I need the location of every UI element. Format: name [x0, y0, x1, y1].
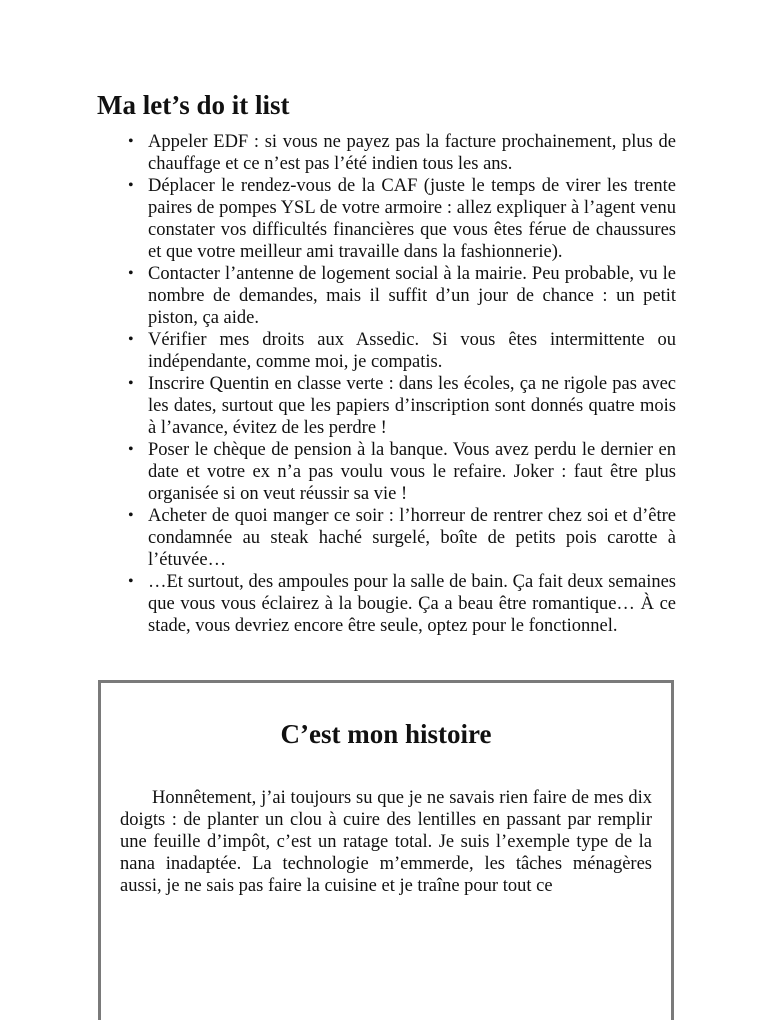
list-item-text: Appeler EDF : si vous ne payez pas la facture prochainement, plus de chauffage et ce n’est pas l’été indien tous les ans. [148, 132, 676, 174]
list-item [128, 263, 676, 329]
list-item [128, 571, 676, 637]
bullet-icon: • [128, 375, 134, 392]
list-item-text: Contacter l’antenne de logement social à la mairie. Peu probable, vu le nombre de demandes, mais il suffit d’un jour de chance : un petit piston, ça aide. [148, 264, 676, 328]
list-item [128, 505, 676, 571]
list-item-text: Inscrire Quentin en classe verte : dans les écoles, ça ne rigole pas avec les dates, surtout que les papiers d’inscription sont donnés quatre mois à l’avance, évitez de les perdre ! [148, 374, 676, 438]
list-item [128, 175, 676, 263]
list-item-text: Vérifier mes droits aux Assedic. Si vous êtes intermittente ou indépendante, comme moi, je compatis. [148, 330, 676, 372]
list-item-text: Déplacer le rendez-vous de la CAF (juste le temps de virer les trente paires de pompes YSL de votre armoire : allez expliquer à l’agent venu constater vos difficultés financières que vous êtes férue de chaussures et que votre meilleur ami travaille dans la fashionnerie). [148, 176, 676, 262]
bullet-icon: • [128, 441, 134, 458]
bullet-icon: • [128, 573, 134, 590]
box-paragraph: Honnêtement, j’ai toujours su que je ne savais rien faire de mes dix doigts : de planter un clou à cuire des lentilles en passant par remplir une feuille d’impôt, c’est un ratage total. Je suis l’exemple type de la nana inadaptée. La technologie m’emmerde, les tâches ménagères aussi, je ne sais pas faire la cuisine et je traîne pour tout ce [120, 788, 652, 896]
list-item-text: Poser le chèque de pension à la banque. Vous avez perdu le dernier en date et votre ex n’a pas voulu vous le refaire. Joker : faut être plus organisée si on veut réussir sa vie ! [148, 440, 676, 504]
section-title: Ma let’s do it list [97, 90, 290, 120]
bullet-icon: • [128, 177, 134, 194]
bullet-icon: • [128, 507, 134, 524]
list-item-text: Acheter de quoi manger ce soir : l’horreur de rentrer chez soi et d’être condamnée au steak haché surgelé, boîte de petits pois carotte à l’étuvée… [148, 506, 676, 570]
bullet-icon: • [128, 265, 134, 282]
todo-list [128, 131, 676, 637]
bullet-icon: • [128, 331, 134, 348]
list-item [128, 329, 676, 373]
list-item [128, 373, 676, 439]
story-box [98, 680, 674, 1020]
bullet-icon: • [128, 133, 134, 150]
list-item [128, 439, 676, 505]
list-item [128, 131, 676, 175]
box-title: C’est mon histoire [280, 719, 492, 749]
list-item-text: …Et surtout, des ampoules pour la salle de bain. Ça fait deux semaines que vous vous éclairez à la bougie. Ça a beau être romantique… À ce stade, vous devriez encore être seule, optez pour le fonctionnel. [148, 572, 676, 636]
